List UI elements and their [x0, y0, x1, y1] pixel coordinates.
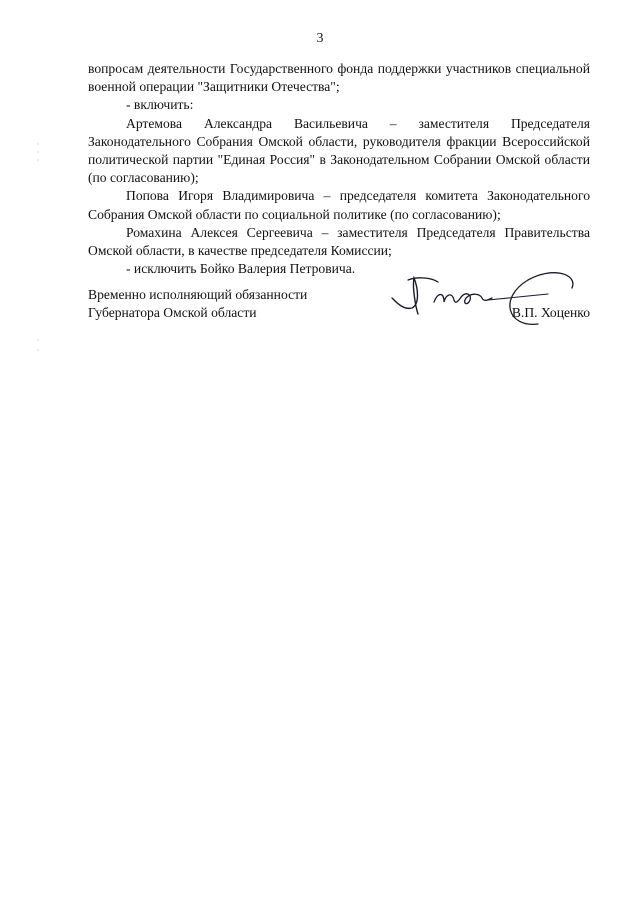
signatory-name: В.П. Хоценко [511, 305, 590, 320]
signature-block [88, 286, 590, 346]
scan-margin-dots [36, 140, 40, 380]
paragraph: Артемова Александра Васильевича – заместителя Председателя Законодательного Собрания Омской области, руководителя фракции Всероссийской политической партии "Единая Россия" в Законодательном Собрании Омской области (по согласованию); [88, 115, 590, 186]
page-number: 3 [316, 31, 324, 46]
paragraph: - исключить Бойко Валерия Петровича. [126, 261, 356, 277]
paragraph: вопросам деятельности Государственного фонда поддержки участников специальной военной операции "Защитники Отечества"; [88, 61, 590, 95]
signatory-title [88, 286, 368, 322]
signatory-title-line: Временно исполняющий обязанности [88, 287, 308, 302]
paragraph: - включить: [126, 97, 194, 113]
document-body [88, 60, 590, 278]
signatory-title-line: Губернатора Омской области [88, 305, 257, 321]
paragraph: Ромахина Алексея Сергеевича – заместителя Председателя Правительства Омской области, в качестве председателя Комиссии; [88, 224, 590, 259]
handwritten-signature [388, 268, 588, 338]
paragraph: Попова Игоря Владимировича – председателя комитета Законодательного Собрания Омской области по социальной политике (по согласованию); [88, 188, 590, 222]
